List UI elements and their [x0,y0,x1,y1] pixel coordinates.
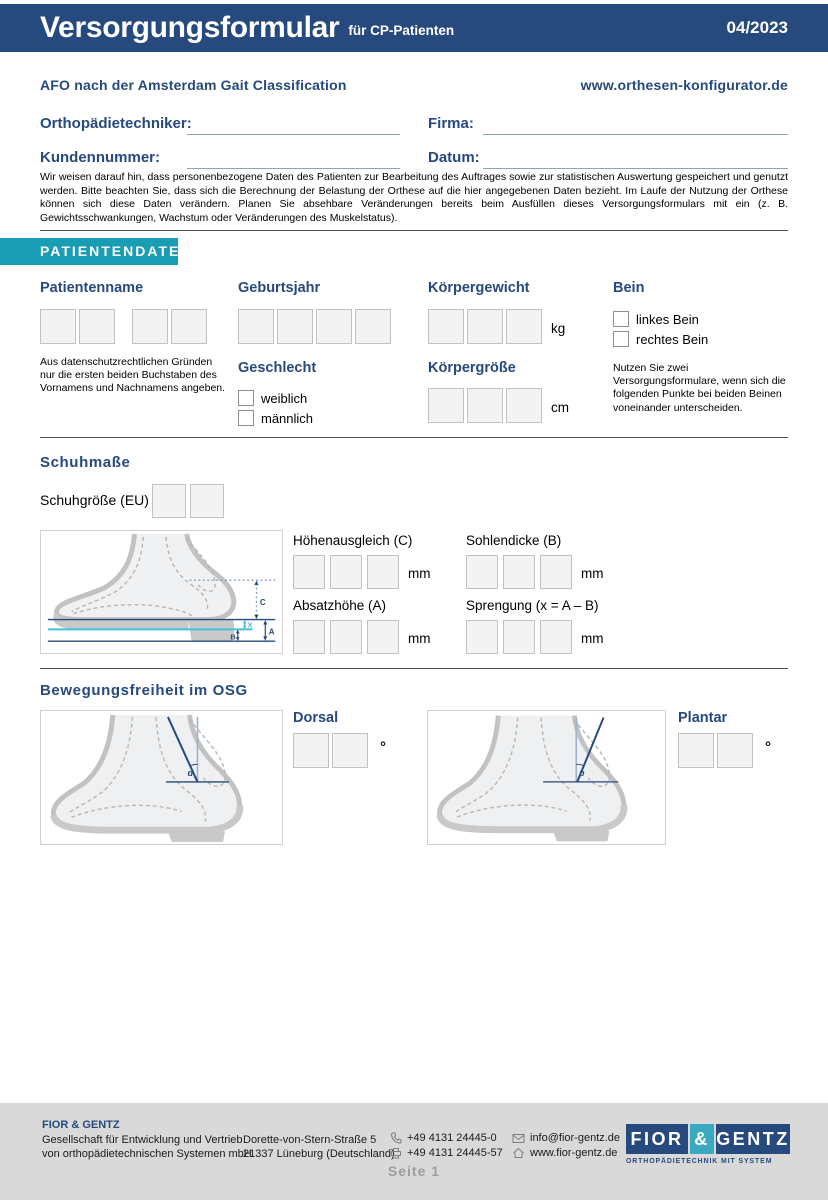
shoe-measurement-illustration [40,530,283,654]
boot-heel [168,831,225,842]
heel-height-label: Absatzhöhe (A) [293,598,387,613]
leg-left-label: linkes Bein [636,311,699,327]
dorsal-svg [41,711,282,844]
height-comp-label: Höhenausgleich (C) [293,533,413,548]
logo-gentz: GENTZ [716,1124,790,1154]
footer-website-row [512,1146,617,1160]
weight-box-3[interactable] [506,309,542,344]
plantar-box-2[interactable] [717,733,753,768]
gender-female-label: weiblich [261,390,308,406]
footer-phone: +49 4131 24445-0 [407,1132,497,1144]
height-box-1[interactable] [428,388,464,423]
svg-text:A: A [268,627,275,637]
header-title-row [40,4,454,52]
customer-number-input[interactable] [187,167,400,169]
heel-height-boxes [293,620,431,654]
svg-text:d: d [187,768,194,779]
form-name: AFO nach der Amsterdam Gait Classification [40,77,347,93]
patient-name-box-1[interactable] [40,309,76,344]
weight-box-2[interactable] [467,309,503,344]
boot-heel [553,831,610,842]
patient-name-note: Aus datenschutzrechtlichen Gründen nur die ersten beiden Buchstaben des Vornamens und Nachnamens angeben. [40,356,226,395]
measure-a-arrow [263,620,274,641]
birth-year-box-4[interactable] [355,309,391,344]
height-unit: cm [551,400,569,415]
divider [40,230,788,231]
height-comp-box-1[interactable] [293,555,325,589]
sole-thickness-label: Sohlendicke (B) [466,533,562,548]
svg-text:X: X [247,620,253,630]
company-input[interactable] [483,133,788,135]
date-input[interactable] [483,167,788,169]
shoe-measure-svg [41,531,282,653]
date-label: Datum: [428,149,480,166]
fax-icon [390,1147,402,1159]
dorsal-illustration [40,710,283,845]
plantar-illustration [427,710,666,845]
dorsal-box-1[interactable] [293,733,329,768]
measure-c-arrow [254,581,266,619]
footer-city: 21337 Lüneburg (Deutschland) [243,1148,395,1160]
birth-year-box-2[interactable] [277,309,313,344]
dorsal-degree-unit: ° [380,739,386,756]
logo-ampersand: & [690,1124,714,1154]
dorsal-label: Dorsal [293,710,339,726]
height-box-3[interactable] [506,388,542,423]
plantar-box-1[interactable] [678,733,714,768]
checkbox-weiblich[interactable] [238,390,254,406]
patient-name-box-2[interactable] [79,309,115,344]
privacy-note: Wir weisen darauf hin, dass personenbezogene Daten des Patienten zur Bearbeitung des Auftrages sowie zur statistischen Auswertung gespeichert und genutzt werden. Bitte beachten Sie, dass sich die Berechnung der Belastung der Orthese auf die hier angegebenen Daten bezieht. Im Laufe der Nutzung der Orthese können sich diese Daten verändern. Planen Sie absehbare Veränderungen bereits beim Ausfüllen dieses Versorgungsformulars mit ein (z. B. Gewichtsschwankungen, Wachstum oder Veränderungen des Muskelstatus). [40,171,788,225]
weight-unit: kg [551,321,566,336]
heel-height-box-2[interactable] [330,620,362,654]
patient-name-label: Patientenname [40,280,144,296]
page-title: Versorgungsformular [40,11,340,44]
height-comp-box-3[interactable] [367,555,399,589]
gender-label: Geschlecht [238,360,317,376]
shoe-size-boxes [152,484,227,518]
technician-input[interactable] [187,133,400,135]
pitch-box-3[interactable] [540,620,572,654]
technician-label: Orthopädietechniker: [40,115,192,132]
heel-height-unit: mm [408,631,431,646]
sole-thickness-box-2[interactable] [503,555,535,589]
footer-email-row [512,1131,620,1145]
height-comp-box-2[interactable] [330,555,362,589]
envelope-icon [512,1133,525,1144]
svg-text:B: B [230,632,236,642]
shoe-section-title: Schuhmaße [40,454,131,471]
footer-street: Dorette-von-Stern-Straße 5 [243,1134,377,1146]
gender-male-label: männlich [261,410,314,426]
sole-thickness-box-3[interactable] [540,555,572,589]
heel-height-box-3[interactable] [367,620,399,654]
pitch-boxes [466,620,604,654]
birth-year-box-3[interactable] [316,309,352,344]
patient-section-title: PATIENTENDATEN [40,243,193,259]
leg-right-row [613,331,708,347]
height-label: Körpergröße [428,360,516,376]
sole-thickness-box-1[interactable] [466,555,498,589]
configurator-link[interactable]: www.orthesen-konfigurator.de [580,77,788,93]
fior-gentz-logo [626,1124,790,1154]
svg-text:C: C [259,597,266,607]
plantar-label: Plantar [678,710,728,726]
divider [40,668,788,669]
height-comp-unit: mm [408,566,431,581]
checkbox-rechtes-bein[interactable] [613,331,629,347]
birth-year-box-1[interactable] [238,309,274,344]
footer-fax-row [390,1146,503,1160]
leg-note: Nutzen Sie zwei Versorgungsformulare, wenn sich die folgenden Punkte bei beiden Beinen voneinander unterscheiden. [613,362,786,414]
plantar-boxes [678,733,771,768]
page-number: Seite 1 [387,1163,441,1179]
dorsal-box-2[interactable] [332,733,368,768]
phone-icon [390,1132,402,1144]
birth-year-boxes [238,309,394,344]
height-comp-boxes [293,555,431,589]
page-subtitle: für CP-Patienten [348,23,455,38]
shoe-size-label: Schuhgröße (EU) [40,492,149,508]
footer-company-line1: Gesellschaft für Entwicklung und Vertrieb [42,1134,243,1146]
footer-website[interactable]: www.fior-gentz.de [530,1147,618,1159]
footer-company-line2: von orthopädietechnischen Systemen mbH [42,1148,252,1160]
dorsal-boxes [293,733,386,768]
header-band [0,4,828,52]
gender-male-row [238,410,313,426]
edition-label: 04/2023 [726,18,788,37]
boot-upper [53,715,239,830]
height-boxes [428,388,569,423]
birth-year-label: Geburtsjahr [238,280,321,296]
pitch-unit: mm [581,631,604,646]
svg-text:p: p [579,768,585,779]
boot-heel [189,620,235,642]
divider [40,437,788,438]
patient-name-boxes [40,309,210,344]
shoe-size-box-1[interactable] [152,484,186,518]
patient-name-box-4[interactable] [171,309,207,344]
sole-thickness-unit: mm [581,566,604,581]
footer-email[interactable]: info@fior-gentz.de [530,1132,621,1144]
customer-number-label: Kundennummer: [40,149,160,166]
plantar-degree-unit: ° [765,739,771,756]
leg-left-row [613,311,699,327]
footer-phone-row [390,1131,497,1145]
pitch-box-2[interactable] [503,620,535,654]
gender-female-row [238,390,307,406]
weight-label: Körpergewicht [428,280,530,296]
logo-tagline: ORTHOPÄDIETECHNIK MIT SYSTEM [626,1158,773,1165]
weight-box-1[interactable] [428,309,464,344]
pitch-box-1[interactable] [466,620,498,654]
leg-right-label: rechtes Bein [636,331,709,347]
leg-label: Bein [613,280,645,296]
plantar-svg [428,711,665,844]
patient-section-band [0,238,193,265]
osg-section-title: Bewegungsfreiheit im OSG [40,682,248,699]
sole-thickness-boxes [466,555,604,589]
measure-x-arrow [243,620,253,630]
footer-fax: +49 4131 24445-57 [407,1147,503,1159]
height-box-2[interactable] [467,388,503,423]
pitch-label: Sprengung (x = A – B) [466,598,599,613]
company-label: Firma: [428,115,474,132]
house-icon [512,1147,525,1159]
checkbox-linkes-bein[interactable] [613,311,629,327]
heel-height-box-1[interactable] [293,620,325,654]
checkbox-maennlich[interactable] [238,410,254,426]
logo-fior: FIOR [626,1124,688,1154]
patient-name-box-3[interactable] [132,309,168,344]
weight-boxes [428,309,565,344]
footer-brand: FIOR & GENTZ [42,1119,120,1131]
shoe-size-box-2[interactable] [190,484,224,518]
